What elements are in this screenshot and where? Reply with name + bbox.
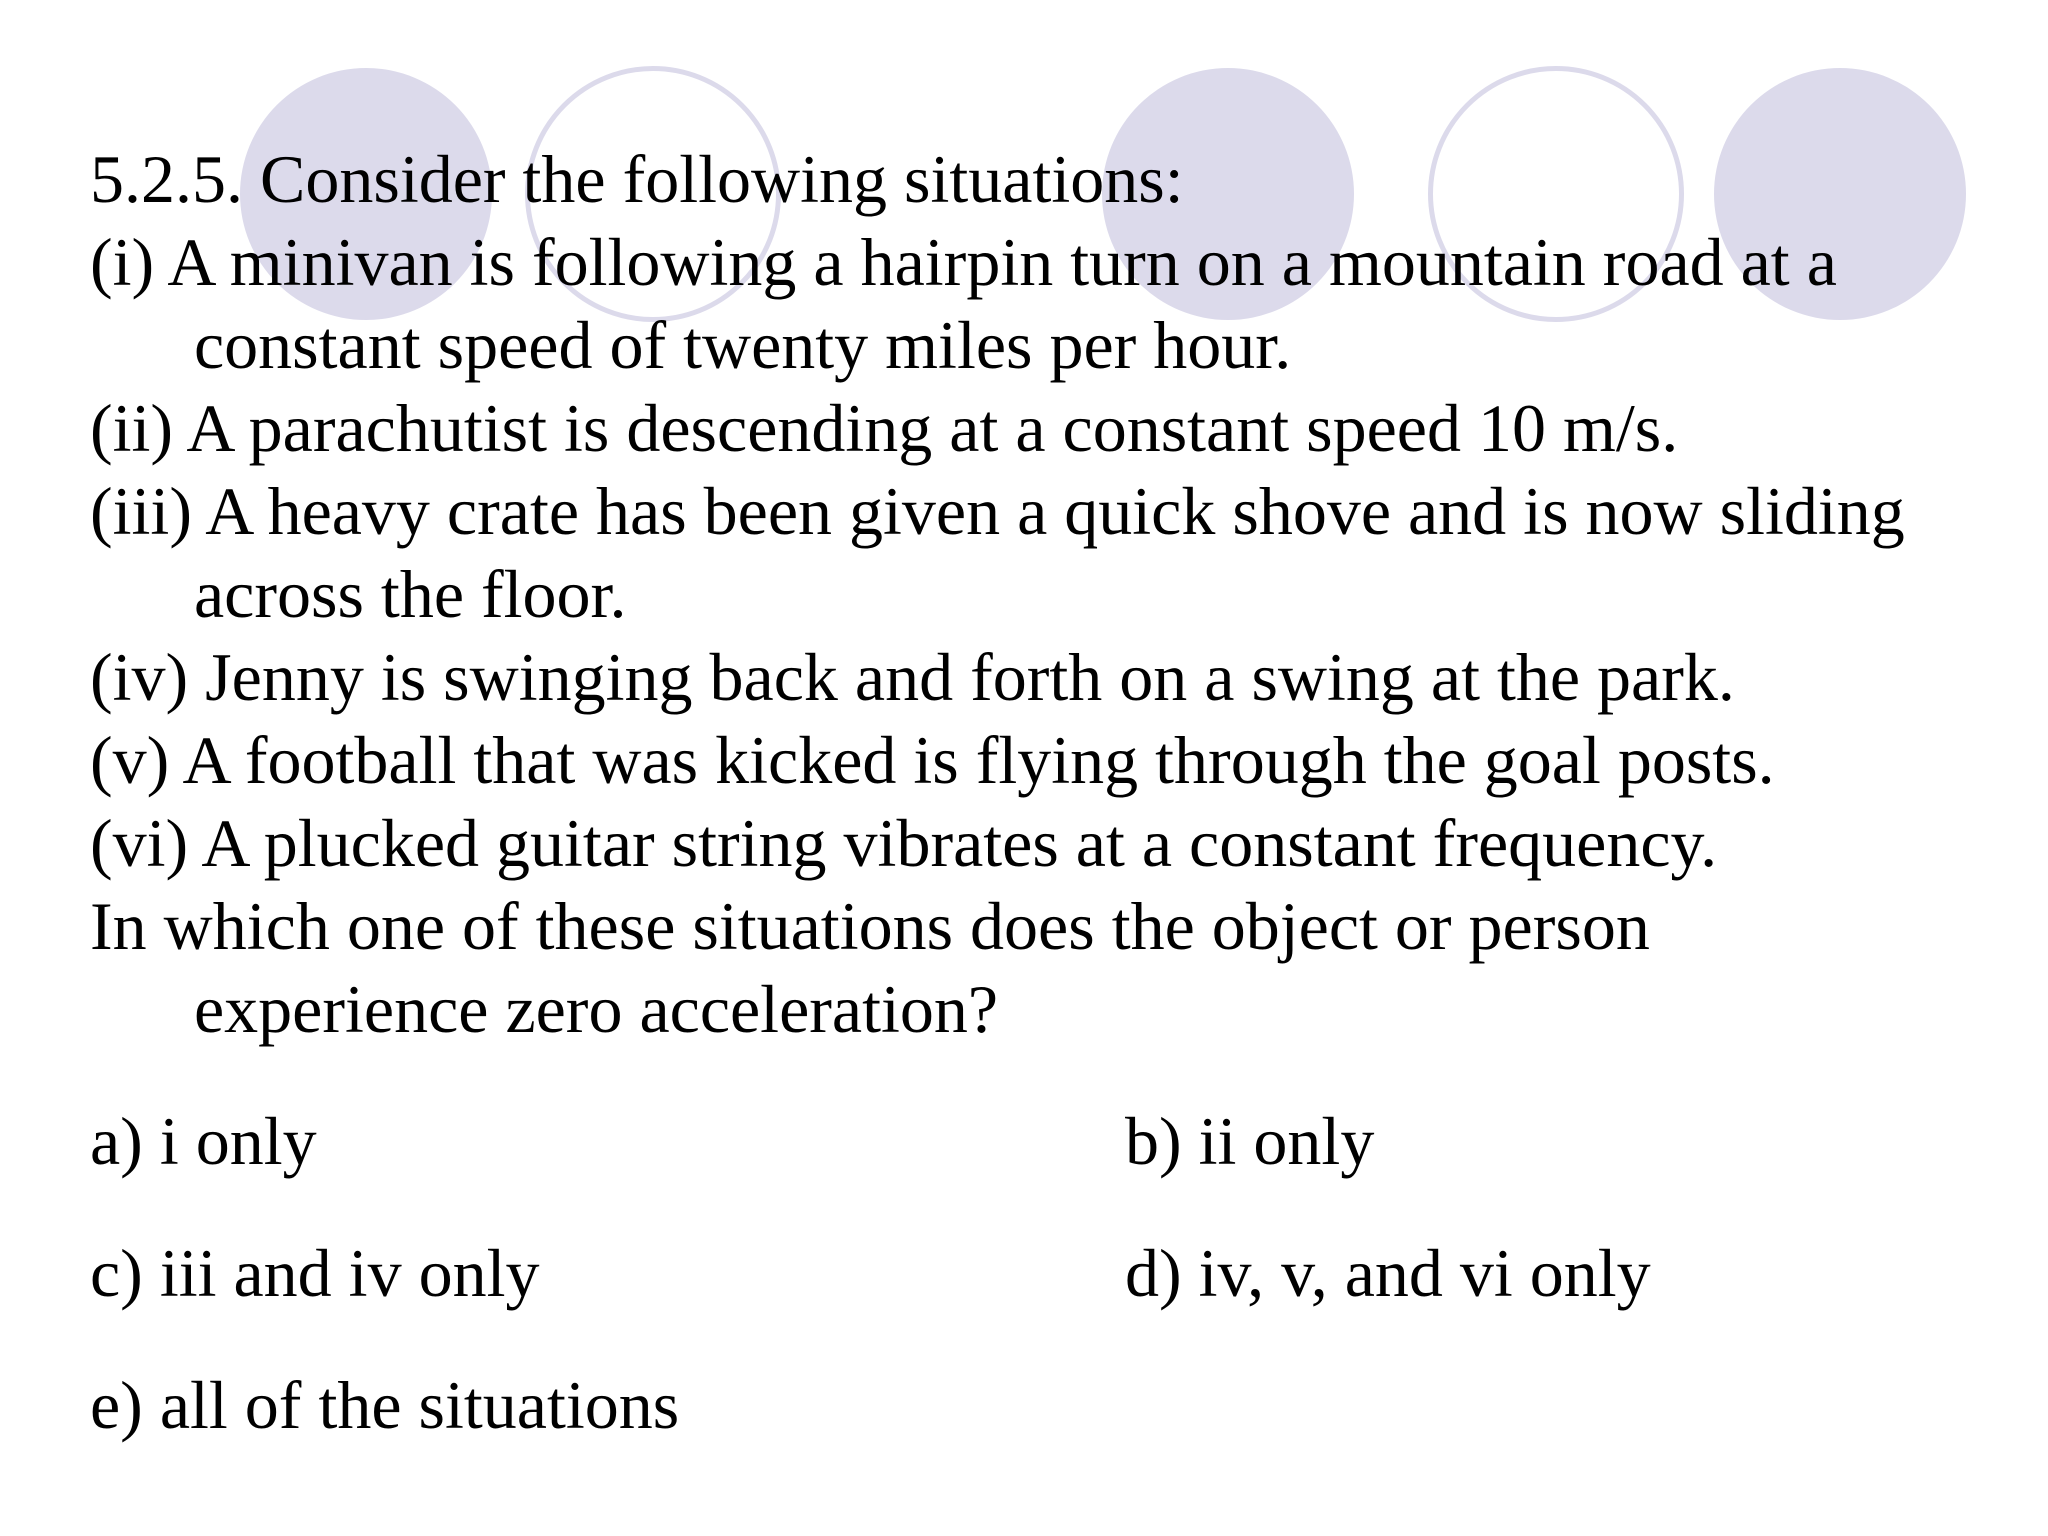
situation-iii-line1: (iii) A heavy crate has been given a quick shove and is now sliding: [90, 473, 1905, 549]
situation-i-line2: constant speed of twenty miles per hour.: [194, 307, 1292, 383]
situation-v: (v) A football that was kicked is flying through the goal posts.: [90, 722, 1775, 798]
answer-choice-d: d) iv, v, and vi only: [1125, 1235, 1651, 1311]
situation-ii: (ii) A parachutist is descending at a constant speed 10 m/s.: [90, 390, 1679, 466]
situation-iv: (iv) Jenny is swinging back and forth on a swing at the park.: [90, 639, 1735, 715]
situation-vi: (vi) A plucked guitar string vibrates at a constant frequency.: [90, 805, 1718, 881]
question-prompt-line2: experience zero acceleration?: [194, 971, 999, 1047]
question-heading: 5.2.5. Consider the following situations:: [90, 141, 1184, 217]
answer-choice-c: c) iii and iv only: [90, 1235, 540, 1311]
situation-i-line1: (i) A minivan is following a hairpin turn on a mountain road at a: [90, 224, 1837, 300]
answer-choice-a: a) i only: [90, 1103, 317, 1179]
answer-choice-b: b) ii only: [1125, 1103, 1375, 1179]
situation-iii-line2: across the floor.: [194, 556, 627, 632]
question-prompt-line1: In which one of these situations does the object or person: [90, 888, 1650, 964]
question-body: [90, 138, 2010, 1051]
answer-choice-e: e) all of the situations: [90, 1367, 680, 1443]
